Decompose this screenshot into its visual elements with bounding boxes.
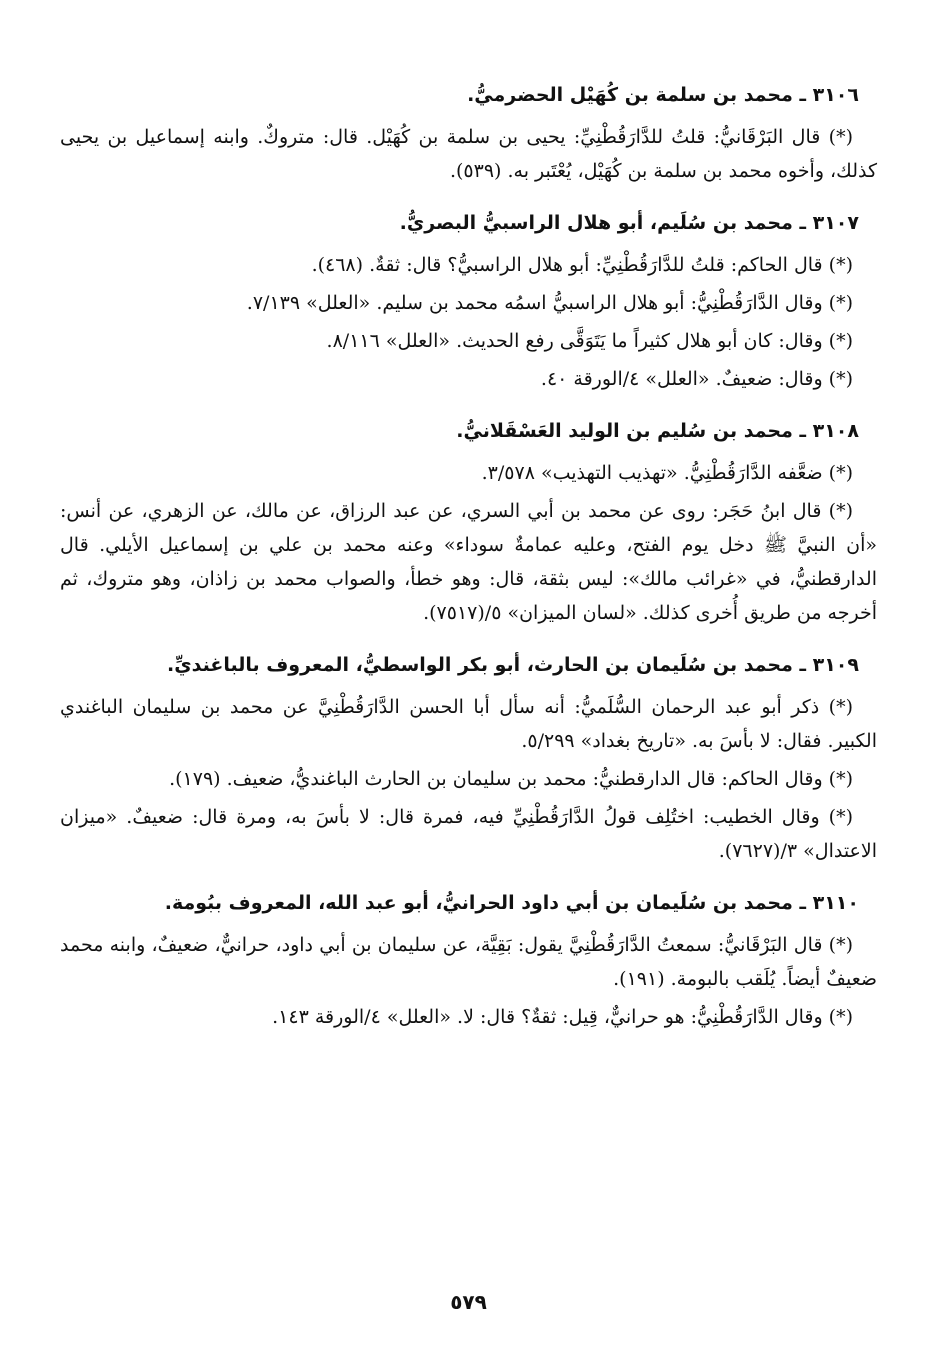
entry-3110 — [60, 886, 877, 1034]
entry-paragraph: (*) وقال الحاكم: قال الدارقطنيُّ: محمد بن سليمان بن الحارث الباغنديُّ، ضعيف. (١٧٩). — [169, 768, 853, 790]
document-body — [60, 78, 877, 1052]
entry-paragraph: (*) وقال الدَّارَقُطْنِيُّ: هو حرانيٌّ، قِيل: ثقةٌ؟ قال: لا. «العلل» ٤/الورقة ١٤٣. — [272, 1006, 853, 1028]
entry-heading: ٣١٠٧ ـ محمد بن سُلَيم، أبو هلال الراسبيُّ البصريُّ. — [399, 212, 859, 234]
page-number: ٥٧٩ — [450, 1290, 487, 1314]
entry-3109 — [60, 648, 877, 868]
entry-paragraph: (*) قال البَرْقَانيُّ: سمعتُ الدَّارَقُطْنِيَّ يقول: بَقِيَّة، عن سليمان بن أبي داود، حرانيٌّ، ضعيفٌ، وابنه محمد ضعيفٌ أيضاً. يُلَقب بالبومة. (١٩١). — [60, 934, 877, 990]
entry-heading: ٣١٠٦ ـ محمد بن سلمة بن كُهَيْل الحضرميُّ. — [467, 84, 859, 106]
entry-3108 — [60, 414, 877, 630]
entry-paragraph: (*) ذكر أبو عبد الرحمان السُّلَميُّ: أنه سأل أبا الحسن الدَّارَقُطْنِيَّ عن محمد بن سليمان الباغندي الكبير. فقال: لا بأسَ به. «تاريخ بغداد» ٥/٢٩٩. — [60, 696, 877, 752]
entry-heading: ٣١١٠ ـ محمد بن سُلَيمان بن أبي داود الحرانيُّ، أبو عبد الله، المعروف ببُومة. — [164, 892, 859, 914]
entry-heading: ٣١٠٩ ـ محمد بن سُلَيمان بن الحارث، أبو بكر الواسطيُّ، المعروف بالباغنديِّ. — [166, 654, 859, 676]
entry-paragraph: (*) وقال: كان أبو هلال كثيراً ما يَتَوَقَّى رفع الحديث. «العلل» ٨/١١٦. — [326, 330, 853, 352]
entry-3106 — [60, 78, 877, 188]
entry-heading: ٣١٠٨ ـ محمد بن سُليم بن الوليد العَسْقَلانيُّ. — [456, 420, 859, 442]
entry-paragraph: (*) قال ابنُ حَجَر: روى عن محمد بن أبي السري، عن عبد الرزاق، عن مالك، عن الزهري، عن أنس: «أن النبيَّ ﷺ دخل يوم الفتح، وعليه عمامةٌ سوداء» وعنه محمد بن علي بن إسماعيل الأيلي. قال الدارقطنيُّ، في «غرائب مالك»: ليس بثقة، قال: وهو خطأ، والصواب محمد بن زاذان، وهو متروك، ثم أخرجه من طريق أُخرى كذلك. «لسان الميزان» ٥/(٧٥١٧). — [60, 500, 877, 624]
entry-paragraph: (*) ضعَّفه الدَّارَقُطْنِيُّ. «تهذيب التهذيب» ٣/٥٧٨. — [481, 462, 853, 484]
entry-paragraph: (*) قال الحاكم: قلتُ للدَّارَقُطْنِيِّ: أبو هلال الراسبيُّ؟ قال: ثقةٌ. (٤٦٨). — [311, 254, 853, 276]
entry-paragraph: (*) وقال: ضعيفٌ. «العلل» ٤/الورقة ٤٠. — [540, 368, 853, 390]
entry-3107 — [60, 206, 877, 396]
entry-paragraph: (*) قال البَرْقَانيُّ: قلتُ للدَّارَقُطْنِيِّ: يحيى بن سلمة بن كُهَيْل. قال: متروكٌ. وابنه إسماعيل بن يحيى كذلك، وأخوه محمد بن سلمة بن كُهَيْل، يُعْتَبر به. (٥٣٩). — [60, 126, 877, 182]
entry-paragraph: (*) وقال الدَّارَقُطْنِيُّ: أبو هلال الراسبيُّ اسمُه محمد بن سليم. «العلل» ٧/١٣٩. — [246, 292, 853, 314]
entry-paragraph: (*) وقال الخطيب: اختُلِف قولُ الدَّارَقُطْنِيِّ فيه، فمرة قال: لا بأسَ به، ومرة قال: ضعيفٌ. «ميزان الاعتدال» ٣/(٧٦٢٧). — [60, 806, 877, 862]
